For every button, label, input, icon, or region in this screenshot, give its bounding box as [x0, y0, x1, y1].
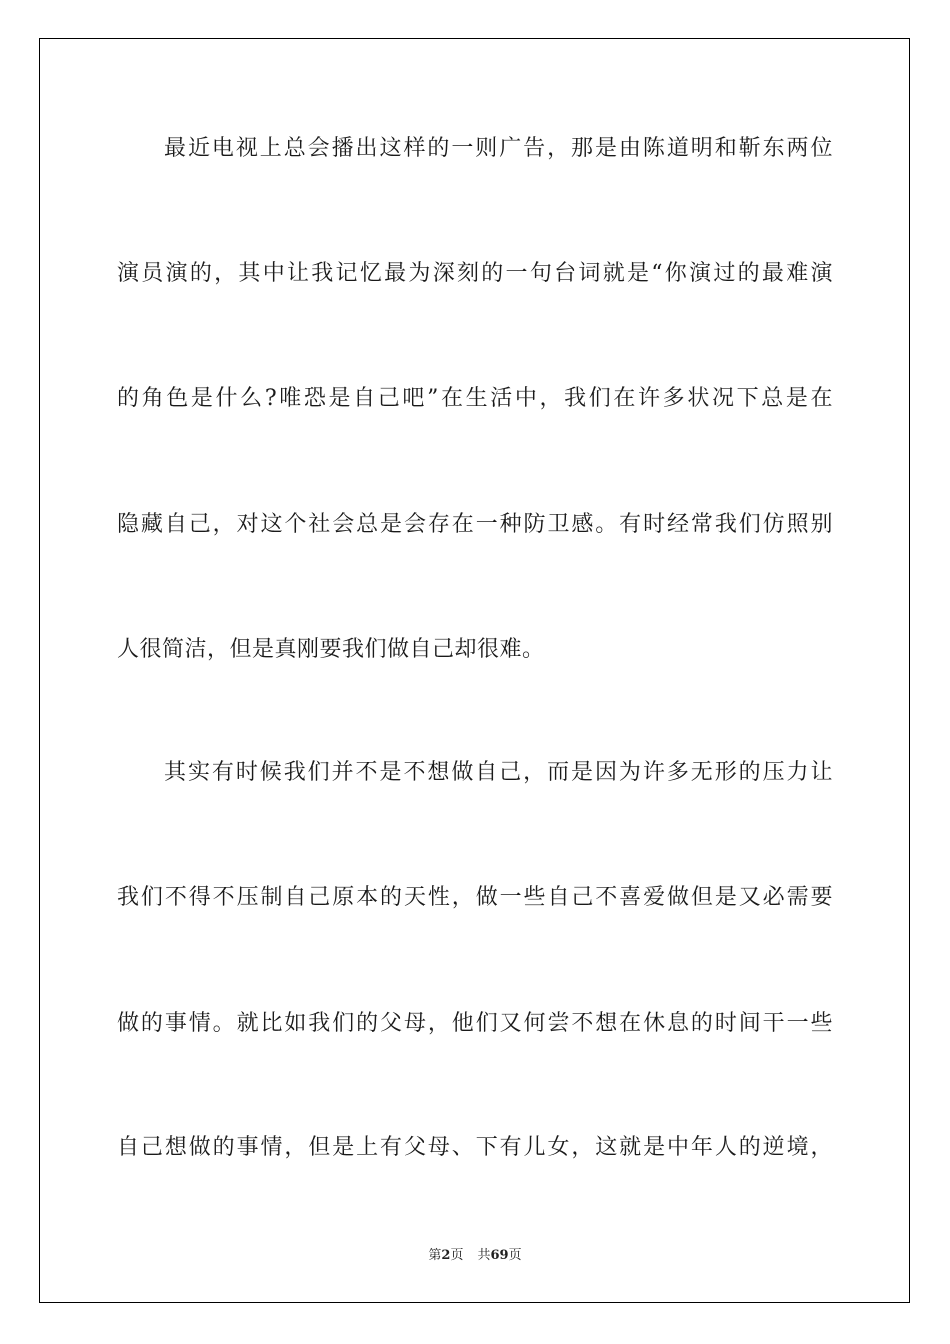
- page-label-suffix: 页: [450, 1248, 464, 1263]
- text-line: 最近电视上总会播出这样的一则广告，那是由陈道明和靳东两位: [164, 136, 833, 161]
- total-pages: 69: [490, 1248, 509, 1263]
- text-line: 人很简洁，但是真刚要我们做自己却很难。: [117, 637, 545, 662]
- page-border: [39, 38, 910, 1303]
- page-footer: [0, 1247, 950, 1265]
- total-label-prefix: 共: [477, 1248, 491, 1263]
- text-line: 我们不得不压制自己原本的天性，做一些自己不喜爱做但是又必需要: [117, 885, 833, 910]
- page-label-prefix: 第: [428, 1248, 442, 1263]
- text-line: 做的事情。就比如我们的父母，他们又何尝不想在休息的时间干一些: [117, 1011, 833, 1036]
- total-label-suffix: 页: [508, 1248, 522, 1263]
- text-line: 的角色是什么?唯恐是自己吧”在生活中，我们在许多状况下总是在: [117, 386, 833, 411]
- text-line: 演员演的，其中让我记忆最为深刻的一句台词就是“你演过的最难演: [117, 261, 833, 286]
- text-line: 自己想做的事情，但是上有父母、下有儿女，这就是中年人的逆境，: [117, 1135, 833, 1160]
- text-line: 其实有时候我们并不是不想做自己，而是因为许多无形的压力让: [164, 760, 833, 785]
- page-number: 2: [441, 1248, 451, 1263]
- text-line: 隐藏自己，对这个社会总是会存在一种防卫感。有时经常我们仿照别: [117, 512, 833, 537]
